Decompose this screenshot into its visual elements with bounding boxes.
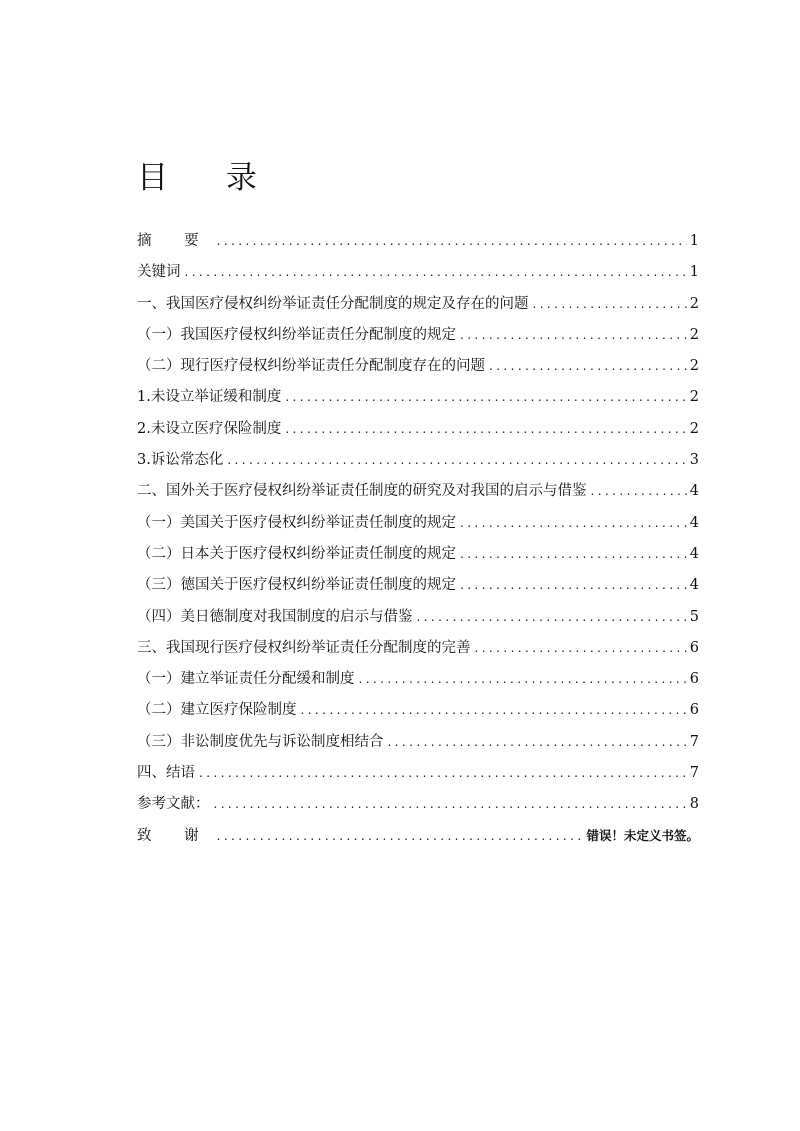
toc-entry-page: 1 <box>689 264 699 281</box>
toc-entry-title: 一、我国医疗侵权纠纷举证责任分配制度的规定及存在的问题 <box>137 295 529 312</box>
toc-entry-title: （一）建立举证责任分配缓和制度 <box>137 671 355 688</box>
toc-entry[interactable] <box>137 417 699 448</box>
toc-entry-page: 2 <box>689 295 699 312</box>
toc-entry[interactable] <box>137 229 699 260</box>
dot-leader <box>214 797 687 811</box>
toc-entry-page: 5 <box>689 608 699 625</box>
toc-entry[interactable] <box>137 573 699 604</box>
toc-entry-title: （二）建立医疗保险制度 <box>137 702 297 719</box>
dot-leader <box>185 265 687 279</box>
toc-entry-title: 3.诉讼常态化 <box>137 452 224 469</box>
toc-entry-page: 3 <box>689 452 699 469</box>
toc-entry-page: 1 <box>689 233 699 249</box>
toc-entry-title: （四）美日德制度对我国制度的启示与借鉴 <box>137 608 413 625</box>
toc-entry-title: 1.未设立举证缓和制度 <box>137 389 282 406</box>
toc-entry-title: （三）非讼制度优先与诉讼制度相结合 <box>137 733 384 750</box>
dot-leader <box>460 578 687 592</box>
toc-entry[interactable] <box>137 323 699 354</box>
dot-leader <box>591 484 687 498</box>
toc-entry-page: 7 <box>689 765 699 782</box>
toc-entry-page: 7 <box>689 733 699 750</box>
toc-entry-title: （一）我国医疗侵权纠纷举证责任分配制度的规定 <box>137 326 456 343</box>
table-of-contents <box>137 229 699 855</box>
toc-entry[interactable] <box>137 698 699 729</box>
toc-entry-title: 二、国外关于医疗侵权纠纷举证责任制度的研究及对我国的启示与借鉴 <box>137 483 587 500</box>
dot-leader <box>460 547 687 561</box>
dot-leader <box>475 641 687 655</box>
dot-leader <box>460 516 687 530</box>
page-title: 目 录 <box>137 159 281 196</box>
toc-entry-title: （一）美国关于医疗侵权纠纷举证责任制度的规定 <box>137 514 456 531</box>
toc-entry[interactable] <box>137 385 699 416</box>
toc-entry-title: 三、我国现行医疗侵权纠纷举证责任分配制度的完善 <box>137 639 471 656</box>
toc-entry[interactable] <box>137 260 699 291</box>
toc-entry-title: 致 谢 <box>137 827 213 844</box>
toc-entry[interactable] <box>137 636 699 667</box>
toc-entry-page: 4 <box>689 483 699 500</box>
toc-entry-title: 摘 要 <box>137 233 213 249</box>
toc-entry-page: 错误！未定义书签。 <box>586 827 699 843</box>
toc-entry-title: 2.未设立医疗保险制度 <box>137 420 282 437</box>
toc-entry[interactable] <box>137 824 699 855</box>
toc-entry[interactable] <box>137 479 699 510</box>
toc-entry-page: 2 <box>689 389 699 406</box>
toc-entry-page: 2 <box>689 420 699 437</box>
toc-entry-page: 2 <box>689 326 699 343</box>
dot-leader <box>285 422 686 436</box>
toc-entry[interactable] <box>137 605 699 636</box>
toc-entry-page: 6 <box>689 671 699 688</box>
toc-entry-title: 关键词 <box>137 264 181 281</box>
toc-entry[interactable] <box>137 448 699 479</box>
dot-leader <box>388 735 687 749</box>
toc-entry[interactable] <box>137 667 699 698</box>
toc-entry-page: 4 <box>689 514 699 531</box>
toc-entry-title: （二）日本关于医疗侵权纠纷举证责任制度的规定 <box>137 545 456 562</box>
dot-leader <box>489 359 687 373</box>
toc-entry[interactable] <box>137 511 699 542</box>
toc-entry[interactable] <box>137 542 699 573</box>
toc-entry-title: （二）现行医疗侵权纠纷举证责任分配制度存在的问题 <box>137 358 485 375</box>
toc-entry[interactable] <box>137 761 699 792</box>
dot-leader <box>217 234 687 248</box>
dot-leader <box>217 829 584 843</box>
toc-entry-title: 参考文献： <box>137 796 210 813</box>
toc-entry-page: 2 <box>689 358 699 375</box>
toc-entry-page: 6 <box>689 702 699 719</box>
dot-leader <box>533 297 687 311</box>
toc-entry[interactable] <box>137 730 699 761</box>
dot-leader <box>199 766 687 780</box>
dot-leader <box>301 703 687 717</box>
toc-entry-page: 4 <box>689 545 699 562</box>
dot-leader <box>417 610 687 624</box>
toc-entry-title: 四、结语 <box>137 765 195 782</box>
toc-entry[interactable] <box>137 292 699 323</box>
toc-entry-title: （三）德国关于医疗侵权纠纷举证责任制度的规定 <box>137 577 456 594</box>
toc-entry-page: 8 <box>689 796 699 813</box>
dot-leader <box>227 453 686 467</box>
toc-entry-page: 4 <box>689 577 699 594</box>
dot-leader <box>460 328 687 342</box>
toc-entry[interactable] <box>137 792 699 823</box>
toc-entry[interactable] <box>137 354 699 385</box>
toc-entry-page: 6 <box>689 639 699 656</box>
dot-leader <box>285 390 686 404</box>
dot-leader <box>359 672 687 686</box>
